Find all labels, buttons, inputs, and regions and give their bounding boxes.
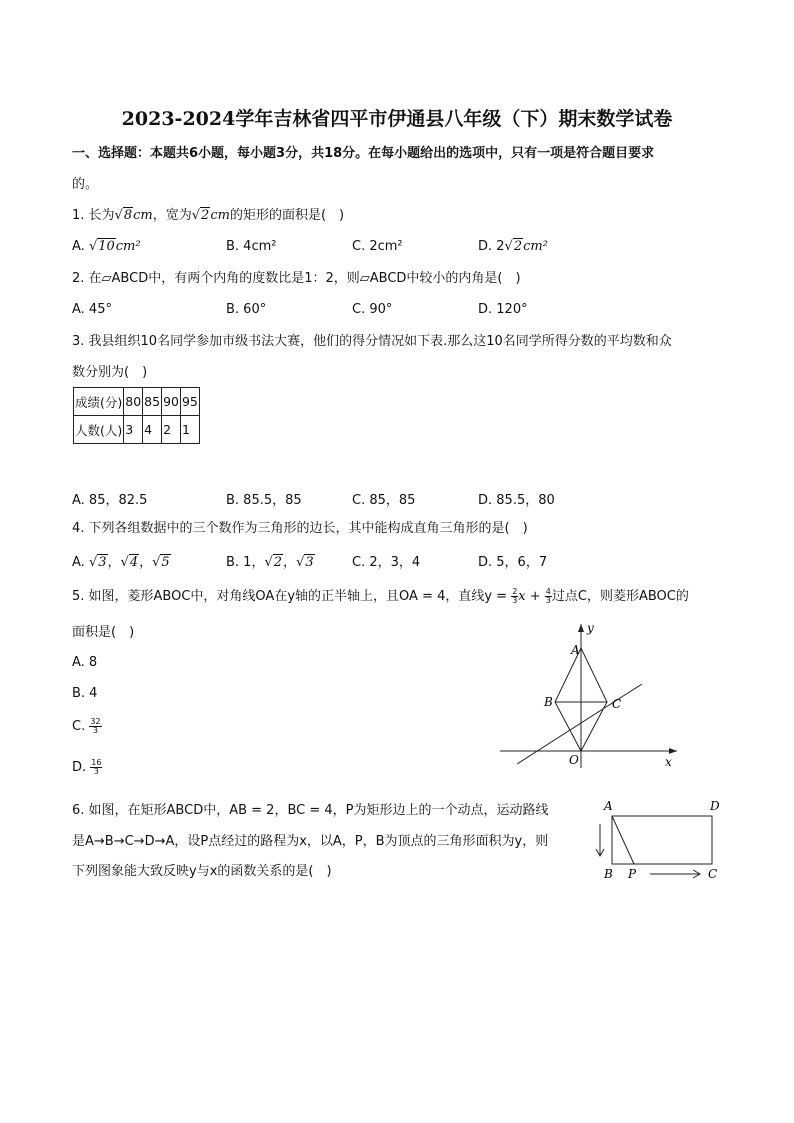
q1-sqrt-length: √8 xyxy=(114,208,133,223)
q1-option-a-unit: cm² xyxy=(115,239,141,254)
q3-stem-cont: 数分别为( ) xyxy=(72,365,148,380)
q4-option-a-sqrt: √3 xyxy=(88,555,107,570)
line-y-graph xyxy=(517,684,642,764)
table-cell: 成绩(分) xyxy=(74,388,124,416)
table-cell: 80 xyxy=(124,388,143,416)
section-heading: 一、选择题：本题共6小题，每小题3分，共18分。在每小题给出的选项中，只有一项是符合题目要求 xyxy=(72,146,655,161)
q1-sqrt-width: √2 xyxy=(191,208,210,223)
q1-option-a[interactable] xyxy=(72,239,141,254)
q4-option-c[interactable]: C. 2，3，4 xyxy=(352,555,421,570)
q5-fraction-slope: $\frac{2}{3}$ xyxy=(512,587,518,605)
q4-sep: ， xyxy=(283,555,297,570)
q5-stem-mid: x + xyxy=(518,589,545,604)
q1-option-a-sqrt: √10 xyxy=(88,239,115,254)
label-a: A xyxy=(571,643,580,657)
q3-stem: 3. 我县组织10名同学参加市级书法大赛，他们的得分情况如下表.那么这10名同学所得分数的平均数和众 xyxy=(72,334,672,349)
rectangle-abcd xyxy=(612,816,712,864)
q4-option-a-label: A. xyxy=(72,555,85,570)
label-o: O xyxy=(569,753,579,767)
q1-option-d-sqrt: √2 xyxy=(504,239,523,254)
q5-option-d-label: D. xyxy=(72,760,87,775)
q2-option-a[interactable]: A. 45° xyxy=(72,302,112,317)
label-x: x xyxy=(665,755,672,769)
q2-option-b[interactable]: B. 60° xyxy=(226,302,267,317)
q1-stem-post: 的矩形的面积是( ) xyxy=(229,208,345,223)
q5-stem xyxy=(72,588,689,605)
y-axis-arrow xyxy=(578,624,584,632)
q5-option-c-fraction: $\frac{32}{3}$ xyxy=(90,717,101,735)
q4-option-b-label: B. 1， xyxy=(226,555,265,570)
q2-option-c[interactable]: C. 90° xyxy=(352,302,393,317)
q6-stem: 6. 如图，在矩形ABCD中，AB = 2，BC = 4，P为矩形边上的一个动点，运动路线 xyxy=(72,803,549,818)
q5-option-d-fraction: $\frac{16}{3}$ xyxy=(91,758,102,776)
q1-option-d-label: D. 2 xyxy=(478,239,505,254)
label-b: B xyxy=(544,695,553,709)
q4-sep: ， xyxy=(107,555,121,570)
table-cell: 2 xyxy=(162,416,181,444)
q5-option-b[interactable]: B. 4 xyxy=(72,686,98,701)
label-a: A xyxy=(604,799,613,813)
q5-stem-pre: 5. 如图，菱形ABOC中，对角线OA在y轴的正半轴上，且OA = 4，直线y = xyxy=(72,589,512,604)
page-title: 2023-2024学年吉林省四平市伊通县八年级（下）期末数学试卷 xyxy=(121,108,673,130)
q4-option-b-sqrt: √3 xyxy=(296,555,314,570)
table-cell: 3 xyxy=(124,416,143,444)
section-heading-cont: 的。 xyxy=(72,177,99,192)
label-p: P xyxy=(628,867,637,881)
q1-option-b[interactable]: B. 4cm² xyxy=(226,239,277,254)
q1-option-c[interactable]: C. 2cm² xyxy=(352,239,403,254)
q6-stem-cont-2: 下列图象能大致反映y与x的函数关系的是( ) xyxy=(72,864,332,879)
x-axis-arrow xyxy=(669,748,677,754)
q1-stem-mid: ，宽为 xyxy=(152,208,192,223)
label-y: y xyxy=(587,621,594,635)
q1-stem xyxy=(72,208,344,224)
q4-option-a-sqrt: √5 xyxy=(152,555,170,570)
table-cell: 1 xyxy=(180,416,199,444)
label-c: C xyxy=(612,697,622,711)
q1-option-d[interactable] xyxy=(478,239,548,254)
q3-option-b[interactable]: B. 85.5，85 xyxy=(226,493,302,508)
q1-option-a-label: A. xyxy=(72,239,85,254)
segment-ap xyxy=(612,816,634,864)
q5-stem-post: 过点C，则菱形ABOC的 xyxy=(551,589,689,604)
q5-option-c[interactable] xyxy=(72,718,102,735)
q4-stem: 4. 下列各组数据中的三个数作为三角形的边长，其中能构成直角三角形的是( ) xyxy=(72,521,528,536)
q1-unit-2: cm xyxy=(210,208,230,223)
table-cell: 4 xyxy=(143,416,162,444)
q3-option-d[interactable]: D. 85.5，80 xyxy=(478,493,555,508)
table-cell: 85 xyxy=(143,388,162,416)
q5-option-a[interactable]: A. 8 xyxy=(72,655,98,670)
q5-option-d[interactable] xyxy=(72,759,102,776)
q4-option-a[interactable] xyxy=(72,551,171,570)
q1-unit-1: cm xyxy=(133,208,153,223)
q6-stem-cont: 是A→B→C→D→A，设P点经过的路程为x，以A，P，B为顶点的三角形面积为y，则 xyxy=(72,834,549,849)
label-d: D xyxy=(710,799,720,813)
table-cell: 95 xyxy=(180,388,199,416)
q5-stem-cont: 面积是( ) xyxy=(72,625,135,640)
q5-rhombus-figure xyxy=(495,618,685,770)
table-cell: 人数(人) xyxy=(74,416,124,444)
q4-option-b[interactable] xyxy=(226,551,315,570)
q5-option-c-label: C. xyxy=(72,719,86,734)
q3-score-table xyxy=(73,387,200,444)
table-cell: 90 xyxy=(162,388,181,416)
q1-stem-pre: 1. 长为 xyxy=(72,208,115,223)
q6-rectangle-figure xyxy=(592,796,724,884)
q1-option-d-unit: cm² xyxy=(523,239,548,254)
q3-option-c[interactable]: C. 85，85 xyxy=(352,493,416,508)
q4-option-d[interactable]: D. 5，6，7 xyxy=(478,555,548,570)
label-b: B xyxy=(604,867,613,881)
table-row xyxy=(74,388,200,416)
q4-option-b-sqrt: √2 xyxy=(264,555,283,570)
q4-sep: ， xyxy=(139,555,153,570)
q4-option-a-sqrt: √4 xyxy=(120,555,139,570)
label-c: C xyxy=(708,867,718,881)
q2-option-d[interactable]: D. 120° xyxy=(478,302,528,317)
q2-stem: 2. 在▱ABCD中，有两个内角的度数比是1：2，则▱ABCD中较小的内角是( ) xyxy=(72,271,521,286)
q3-option-a[interactable]: A. 85，82.5 xyxy=(72,493,148,508)
q5-fraction-intercept: $\frac{4}{3}$ xyxy=(545,587,551,605)
table-row xyxy=(74,416,200,444)
